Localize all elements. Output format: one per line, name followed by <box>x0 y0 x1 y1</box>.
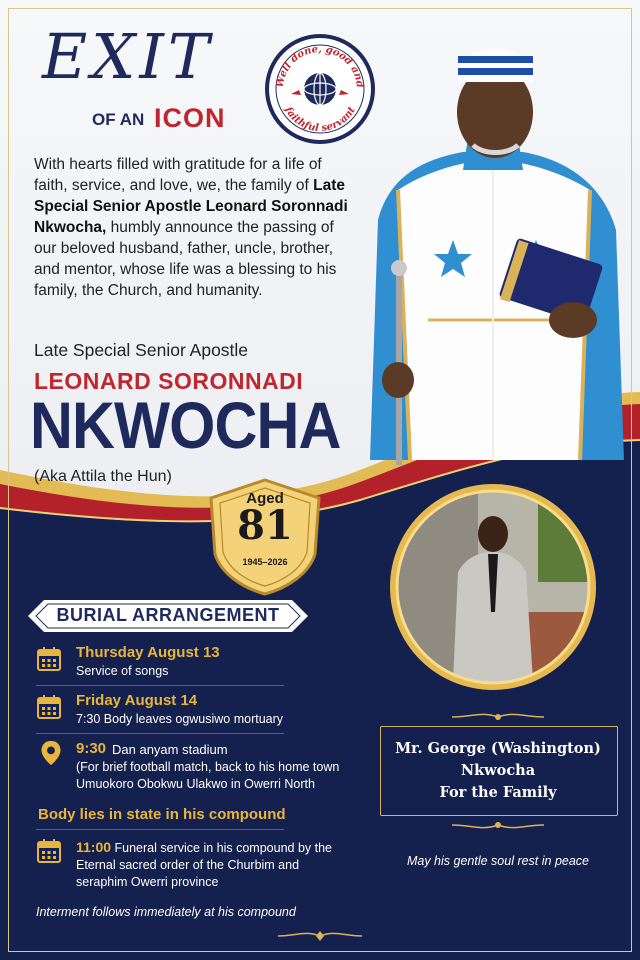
family-line-2: Nkwocha <box>460 762 536 779</box>
event-3-text: (For brief football match, back to his home town Umuokoro Obokwu Ulakwo in Owerri North <box>76 760 340 791</box>
event-2-text: 7:30 Body leaves ogwusiwo mortuary <box>76 712 284 726</box>
badge-years: 1945–2026 <box>242 557 288 567</box>
seal-top-text: Well done, good and <box>274 43 366 89</box>
title-exit: EXIT <box>42 20 214 93</box>
intro-part2: humbly announce the passing of our beloved husband, father, uncle, brother, and mentor, whose life was a blessing to his family, the Church, and humanity. <box>34 219 337 299</box>
portrait-george <box>388 482 598 692</box>
intro-part1: With hearts filled with gratitude for a life of faith, service, and love, we, the family of <box>34 156 322 194</box>
divider <box>36 685 284 686</box>
rest-in-peace: May his gentle soul rest in peace <box>406 854 590 868</box>
event-3-time: 9:30 <box>76 740 107 757</box>
intro-paragraph <box>34 154 352 301</box>
title-icon-word: ICON <box>154 103 226 133</box>
badge-aged-label: Aged <box>246 490 284 507</box>
event-1-title: Thursday August 13 <box>76 644 220 661</box>
family-signature <box>380 738 616 804</box>
name-first: LEONARD SORONNADI <box>34 368 304 394</box>
event-2-title: Friday August 14 <box>76 692 198 709</box>
badge-age: 81 <box>237 502 293 549</box>
event-3-venue: Dan anyam stadium <box>112 742 228 757</box>
lies-in-state: Body lies in state in his compound <box>38 806 286 823</box>
name-aka: (Aka Attila the Hun) <box>34 468 172 485</box>
title-of-an: OF AN <box>92 110 145 129</box>
divider <box>36 733 284 734</box>
ornament-top-icon <box>452 710 544 724</box>
divider <box>36 829 284 830</box>
event-4-desc: Funeral service in his compound by the Eternal sacred order of the Churbim and seraphim Owerri province <box>76 841 332 889</box>
name-surname: NKWOCHA <box>30 388 341 462</box>
family-line-3: For the Family <box>439 784 557 801</box>
calendar-icon <box>36 838 62 864</box>
seal-bottom-text: faithful servant <box>282 105 358 135</box>
ornament-bottom-icon <box>452 818 544 832</box>
event-4-time: 11:00 <box>76 839 112 855</box>
portrait-apostle <box>358 20 628 480</box>
name-prefix: Late Special Senior Apostle <box>34 340 249 360</box>
calendar-icon <box>36 646 62 672</box>
location-pin-icon <box>38 740 64 766</box>
calendar-icon <box>36 694 62 720</box>
event-1-text: Service of songs <box>76 664 169 678</box>
ornament-footer-icon <box>278 928 362 944</box>
family-line-1: Mr. George (Washington) <box>395 740 601 757</box>
event-4-text <box>76 839 346 891</box>
interment-note: Interment follows immediately at his compound <box>36 905 296 919</box>
burial-heading: BURIAL ARRANGEMENT <box>56 605 280 625</box>
intro-bold-name: Late Special Senior Apostle Leonard Soronnadi Nkwocha, <box>34 177 348 236</box>
